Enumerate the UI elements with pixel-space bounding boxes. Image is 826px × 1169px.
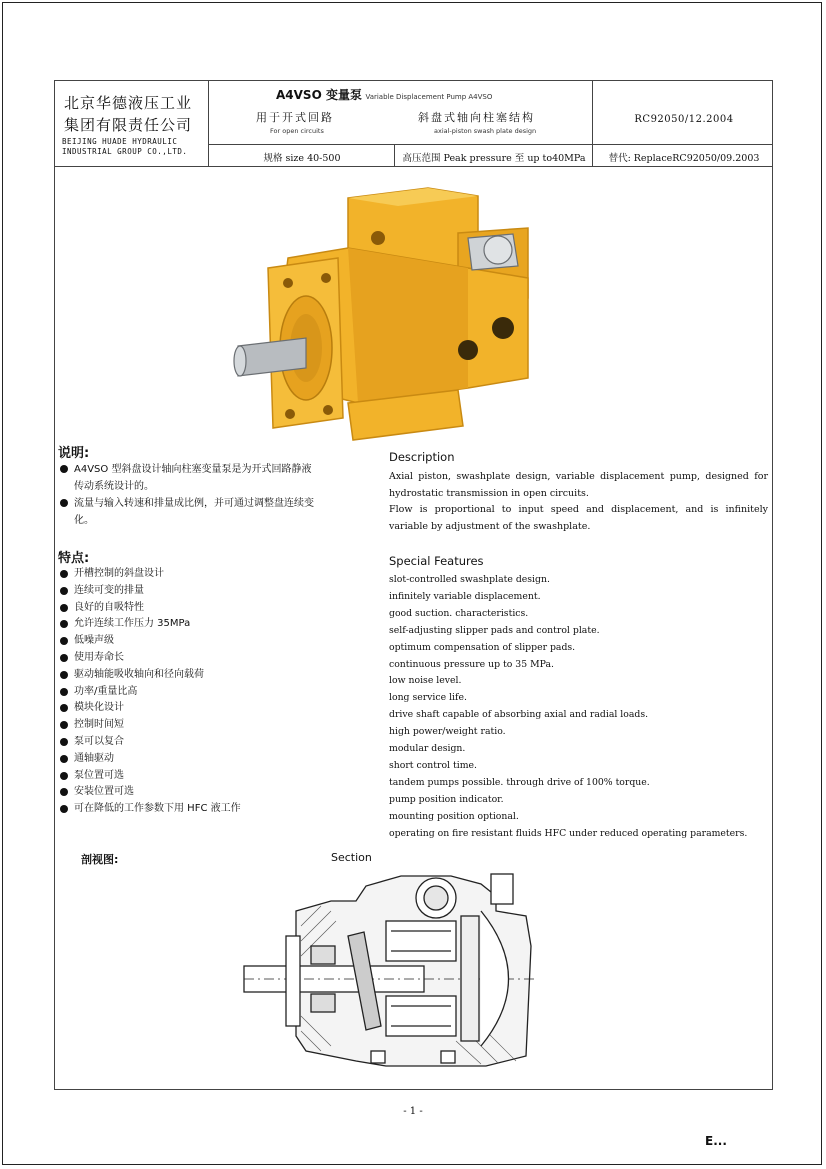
feature-item-cn: 控制时间短 xyxy=(58,717,358,734)
size-range: 规格 size 40-500 xyxy=(263,153,341,164)
feature-item-en: tandem pumps possible. through drive of 100% torque. xyxy=(389,776,650,788)
feature-item-cn: 通轴驱动 xyxy=(58,751,358,768)
header-bottom-rule xyxy=(54,166,773,167)
feature-item-cn: 可在降低的工作参数下用 HFC 液工作 xyxy=(58,801,358,818)
feature-item-cn: 连续可变的排量 xyxy=(58,583,358,600)
feature-item-cn: 模块化设计 xyxy=(58,700,358,717)
product-title-cn: A4VSO 变量泵 xyxy=(276,88,362,102)
feature-item-en: slot-controlled swashplate design. xyxy=(389,574,550,585)
header-table xyxy=(54,80,773,167)
feature-item-en: modular design. xyxy=(389,743,466,755)
peak-pressure: 高压范围 Peak pressure 至 up to40MPa xyxy=(402,153,586,164)
description-title-cn: 说明: xyxy=(58,446,90,461)
description-item-cn: A4VSO 型斜盘设计轴向柱塞变量泵是为开式回路静液传动系统设计的。 xyxy=(58,461,318,495)
feature-item-en: long service life. xyxy=(389,692,467,704)
feature-item-cn: 允许连续工作压力 35MPa xyxy=(58,616,358,633)
feature-item-en: continuous pressure up to 35 MPa. xyxy=(389,658,554,670)
company-name-en-line2: INDUSTRIAL GROUP CO.,LTD. xyxy=(62,147,188,156)
description-title-en: Description xyxy=(389,450,455,464)
description-paragraph-2: Flow is proportional to input speed and displacement, and is infinitely variable by adjustment of the swashplate. xyxy=(389,504,768,532)
pump-photo xyxy=(228,178,558,448)
feature-item-en: good suction. characteristics. xyxy=(389,607,529,619)
features-list-cn xyxy=(58,566,358,818)
description-list-cn xyxy=(58,461,318,529)
feature-item-en: short control time. xyxy=(389,759,477,771)
feature-item-en: self-adjusting slipper pads and control plate. xyxy=(389,624,600,636)
feature-item-en: drive shaft capable of absorbing axial and radial loads. xyxy=(389,709,649,721)
feature-item-cn: 使用寿命长 xyxy=(58,650,358,667)
page-number: - 1 - xyxy=(403,1106,423,1117)
features-title-en: Special Features xyxy=(389,554,484,568)
section-label-en: Section xyxy=(331,851,372,864)
product-title-en: Variable Displacement Pump A4VSO xyxy=(365,93,493,101)
company-name-cn-line1: 北京华德液压工业 xyxy=(64,94,193,112)
circuit-type-en: For open circuits xyxy=(270,127,324,135)
feature-item-cn: 开槽控制的斜盘设计 xyxy=(58,566,358,583)
feature-item-cn: 泵可以复合 xyxy=(58,734,358,751)
design-type-en: axial-piston swash plate design xyxy=(434,127,537,135)
description-paragraph-1: Axial piston, swashplate design, variable displacement pump, designed for hydrostatic transmission in open circuits. xyxy=(389,471,768,499)
feature-item-en: optimum compensation of slipper pads. xyxy=(389,641,576,653)
feature-item-cn: 泵位置可选 xyxy=(58,768,358,785)
replaces-document: 替代: ReplaceRC92050/09.2003 xyxy=(608,153,760,164)
header-mid-rule xyxy=(208,144,773,145)
design-type-cn: 斜盘式轴向柱塞结构 xyxy=(418,111,535,124)
feature-item-cn: 功率/重量比高 xyxy=(58,684,358,701)
company-name-cn-line2: 集团有限责任公司 xyxy=(64,116,193,134)
feature-item-en: infinitely variable displacement. xyxy=(389,590,541,602)
feature-item-cn: 低噪声级 xyxy=(58,633,358,650)
feature-item-en: mounting position optional. xyxy=(389,810,519,822)
feature-item-en: pump position indicator. xyxy=(389,793,504,805)
company-name-en-line1: BEIJING HUADE HYDRAULIC xyxy=(62,137,178,146)
company-name-cn xyxy=(64,92,204,136)
features-title-cn: 特点: xyxy=(58,551,90,566)
document-number: RC92050/12.2004 xyxy=(634,114,734,125)
feature-item-cn: 驱动轴能吸收轴向和径向载荷 xyxy=(58,667,358,684)
corner-mark: E... xyxy=(705,1134,727,1148)
feature-item-cn: 良好的自吸特性 xyxy=(58,600,358,617)
product-title xyxy=(276,86,492,103)
feature-item-cn: 安装位置可选 xyxy=(58,784,358,801)
circuit-type-cn: 用于开式回路 xyxy=(256,111,334,124)
features-list-en xyxy=(389,572,769,843)
feature-item-en: operating on fire resistant fluids HFC under reduced operating parameters. xyxy=(389,827,748,839)
company-name-en xyxy=(62,137,212,157)
feature-item-en: low noise level. xyxy=(389,675,462,687)
section-label-cn: 剖视图: xyxy=(81,853,119,866)
feature-item-en: high power/weight ratio. xyxy=(389,726,506,738)
section-drawing xyxy=(236,866,552,1078)
description-item-cn: 流量与输入转速和排量成比例，并可通过调整盘连续变化。 xyxy=(58,495,318,529)
